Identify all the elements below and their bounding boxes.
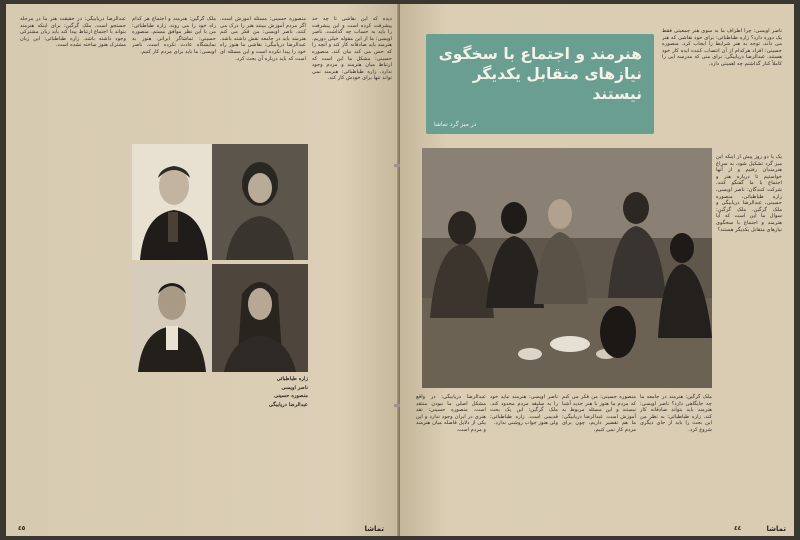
right-col-5	[416, 394, 486, 516]
right-col-1-text: یک یا دو روز پیش از اینکه این میز گرد تشکیل شود، به سراغ هنرمندان رفتیم و از آنها خواستیم تا درباره هنر و اجتماع با ما گفتگو کنند. شرکت کنندگان: ناصر اویسی، زاره طباطبائی، منصوره حسینی، عبدالرضا دریابیگی و ملک گرگین. ملک گرگین: سوال ما این است که آیا هنرمند و اجتماع با سخگوی نیازهای متقابل یکدیگر هستند؟	[716, 154, 782, 233]
right-col-5-text: عبدالرضا دریابیگی: در واقع مشکل اصلی ما نبودن منتقد است. منصوره حسینی: نقد هنری در ایران وجود ندارد و این یکی از دلایل فاصله میان هنرمند و مردم است.	[416, 394, 486, 433]
left-col-bottom	[132, 376, 308, 516]
left-col-2b-text: ملک گرگین: هنرمند و اجتماع هر کدام راه خود را می روند. زاره طباطبائی: من با این نظر موافق نیستم. منصوره حسینی: تماشاگر ایرانی هنوز به نمایشگاه عادت نکرده است. ناصر اویسی: ما باید برای مردم کار کنیم.	[132, 16, 216, 55]
caption-1: زاره طباطبائی	[276, 376, 308, 382]
article-title-box	[426, 34, 654, 134]
right-col-2-text: ملک گرگین: هنرمند در جامعه ما چه جایگاهی دارد؟ ناصر اویسی: هنرمند باید بتواند صادقانه کار کند. زاره طباطبائی: به نظر من این بحث را باید از جای دیگری شروع کرد.	[640, 394, 712, 433]
article-title: هنرمند و اجتماع با سخگوی نیازهای متقابل یکدیگر نیستند	[438, 45, 642, 103]
right-col-2	[640, 394, 712, 516]
right-col-4-text: ناصر اویسی: هنرمند نباید خود را به سلیقه مردم محدود کند. ملک گرگین: این یک بحث قدیمی است. زاره طباطبائی: ولی هنوز جواب روشنی ندارد.	[490, 394, 558, 427]
right-col-1	[716, 154, 782, 516]
portrait-photo-2	[132, 144, 212, 260]
right-page-logo: تماشا	[766, 525, 786, 533]
right-page	[400, 4, 794, 536]
left-page-logo: تماشا	[364, 525, 384, 533]
right-col-3-text: منصوره حسینی: من فکر می کنم که مردم ما هنوز با هنر جدید آشنا نیستند و این مسئله مربوط به آموزش است. عبدالرضا دریابیگی: ما هم تقصیر داریم، چون برای مردم کار نمی کنیم.	[562, 394, 636, 433]
right-col-4	[490, 394, 558, 516]
portrait-photo-3	[212, 264, 308, 372]
left-col-2	[220, 16, 306, 142]
left-col-3-text: عبدالرضا دریابیگی: در حقیقت هنر ما در مرحله جستجو است. ملک گرگین: برای اینکه هنرمند بتواند با اجتماع ارتباط پیدا کند باید زبان مشترکی وجود داشته باشد. زاره طباطبائی: این زبان مشترک هنوز ساخته نشده است.	[20, 16, 126, 49]
article-byline: در میز گرد تماشا	[434, 121, 477, 128]
intro-paragraph: ناصر اویسی: چرا اطراف ما به سوی هنر جمعیتی فقط یک دوره دارد؟ زاره طباطبائی: برای خود نقاشی که هنر می داند، توجه به هنر شرایط را ایجاب کرد. منصوره حسینی: افراد هرکدام از آن انتصاب کننده ایده کار خود هستند. عبدالرضا دریابیگی: برای منی که مدرسه ایی را کاملاً کنار گذاشتم چه اهمیتی دارد.	[662, 28, 782, 67]
left-page-number: ٤٥	[18, 525, 26, 532]
right-page-number: ٤٤	[734, 525, 742, 532]
left-col-2-text: منصوره حسینی: مسئله آموزش است. اگر مردم آموزش ببینند هنر را درک می کنند. ناصر اویسی: من فکر می کنم هنرمند باید در جامعه نقش داشته باشد. عبدالرضا دریابیگی: نقاشی ما هنوز راه خود را پیدا نکرده است و این مسئله ای است که باید درباره آن بحث کرد.	[220, 16, 306, 62]
right-col-3	[562, 394, 636, 516]
portrait-photo-4	[132, 264, 212, 372]
caption-2: ناصر اویسی	[281, 384, 308, 391]
caption-3: منصوره حسینی	[274, 393, 308, 400]
magazine-spread	[6, 4, 794, 536]
left-col-1-text: دیده که این نقاشی تا چه حد پیشرفت کرده است و این پیشرفت را باید به حساب چه گذاشت. ناصر اویسی: ما از این مقوله خیلی دوریم. هنرمند باید صادقانه کار کند و آنچه را که حس می کند بیان کند. منصوره حسینی: مشکل ما این است که ارتباط میان هنرمند و مردم وجود ندارد. زاره طباطبائی: هنرمند نمی تواند تنها برای خودش کار کند.	[312, 16, 392, 82]
roundtable-photo	[422, 148, 712, 388]
left-col-2b	[132, 16, 216, 142]
left-page	[6, 4, 400, 536]
left-col-1	[312, 16, 392, 516]
caption-4: عبدالرضا دریابیگی	[268, 401, 308, 408]
left-col-3	[20, 16, 126, 516]
portrait-photo-1	[212, 144, 308, 260]
intro-text	[662, 28, 782, 138]
